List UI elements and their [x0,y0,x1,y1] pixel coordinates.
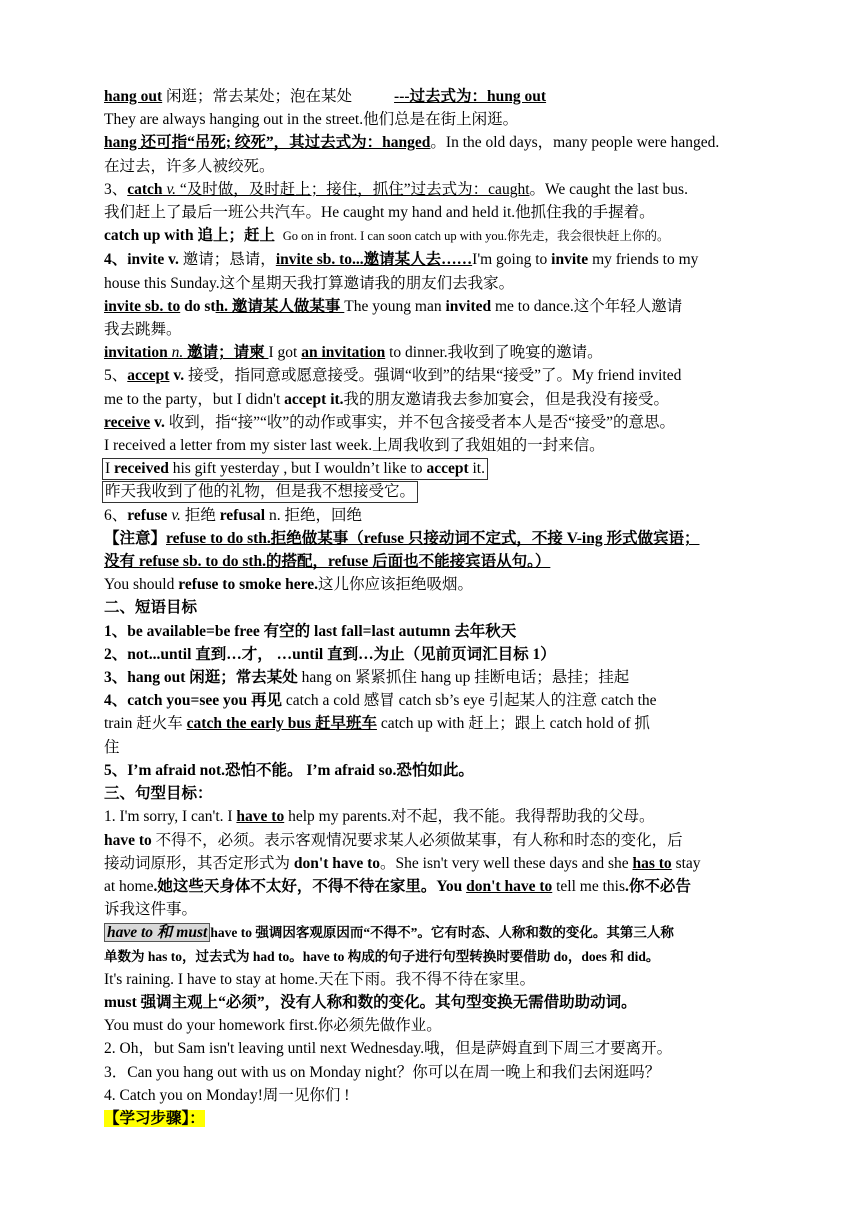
term: have to [104,831,152,849]
line-hang-out [104,85,759,108]
sentence-line: 诉我这件事。 [104,901,198,919]
text: it. [468,460,485,478]
term-refuse: refuse [127,506,168,524]
text: 这儿你应该拒绝吸烟。 [318,576,474,594]
number: 3、 [104,180,128,198]
text: 邀请；恳请， [178,251,276,269]
term-refusal: refusal [219,506,266,524]
phrase-line [104,666,759,689]
phrase-line [104,712,759,735]
term: accept it. [284,390,344,408]
term-catch: catch [127,180,163,198]
term-invite-sb-to: invite sb. to...邀请某人去…… [275,251,473,269]
text: 不得不，必须。表示客观情况要求某人必须做某事，有人称和时态的变化，后 [151,831,683,849]
sentence-line: must 强调主观上“必须”，没有人称和数的变化。其句型变换无需借助助动词。 [104,993,637,1011]
line-accept [104,364,759,387]
pos: n. [167,344,184,362]
text: hang on 紧紧抓住 hang up 挂断电话；悬挂；挂起 [297,669,630,687]
document-body [104,85,759,1130]
example-line: 我们赶上了最后一班公共汽车。He caught my hand and held it.他抓住我的手握着。 [104,204,655,222]
text: I got [268,344,302,362]
boxed-example [104,457,759,480]
term-hang-out: hang out [104,88,163,105]
term: 4、catch you=see you 再见 [104,692,283,710]
section-heading: 二、短语目标 [104,599,198,617]
pos: v. [167,506,181,524]
text: n. 拒绝，回绝 [265,506,362,524]
term-hanged: hang 还可指“吊死; 绞死”，其过去式为：hanged [104,134,431,152]
term-invitation: invitation [104,344,168,362]
text: 拒绝 [180,506,220,524]
highlight-box: have to 和 must [104,923,210,942]
text: train 赶火车 [104,715,187,733]
term: 3、hang out 闲逛；常去某处 [104,669,298,687]
sentence-line: It's raining. I have to stay at home.天在下雨。我不得不待在家里。 [104,970,536,988]
sentence-line: 单数为 has to，过去式为 had to。have to 构成的句子进行句型转换时要借助 do，does 和 did。 [104,948,660,964]
text: I [105,460,115,478]
text: 1. I'm sorry, I can't. I [104,808,237,826]
text: have to 强调因客观原因而“不得不”。它有时态、人称和数的变化。其第三人称 [210,925,674,941]
text: tell me this [552,877,625,895]
text: 。In the old days，many people were hanged. [430,134,720,152]
boxed-sentence [102,458,488,480]
note-line [104,527,759,550]
line-invite [104,248,759,271]
line-catch-up [104,224,759,248]
sentence-line [104,852,759,875]
number: 6、 [104,506,128,524]
text: my friends to my [588,251,699,269]
term: do st [180,297,216,315]
term: catch the early bus 赶早班车 [186,715,377,733]
line-refuse [104,504,759,527]
pos: v. [150,413,165,431]
boxed-sentence: 昨天我收到了他的礼物，但是我不想接受它。 [102,481,418,503]
sentence-line [104,829,759,852]
text: You should [104,576,179,594]
sentence-line [104,921,759,944]
text: 接动词原形，其否定形式为 [104,854,294,872]
sentence-line: You must do your homework first.你必须先做作业。 [104,1017,442,1035]
example-line: They are always hanging out in the street.他们总是在街上闲逛。 [104,111,519,129]
sentence-line: 3．Can you hang out with us on Monday night？你可以在周一晚上和我们去闲逛吗？ [104,1063,661,1081]
example: Go on in front. I can soon catch up with you.你先走，我会很快赶上你的。 [282,229,670,244]
example-line [104,388,759,411]
term: don't have to [466,877,553,895]
term: refuse to smoke here. [178,576,318,594]
phrase-line: 2、not...until 直到…才， …until 直到…为止（见前页词汇目标 1） [104,645,556,663]
text: his gift yesterday , but I wouldn’t like to [168,460,427,478]
phrase-line: 5、I’m afraid not.恐怕不能。 I’m afraid so.恐怕如此。 [104,761,474,779]
line-catch [104,178,759,201]
term: an invitation [301,344,386,362]
term: has to [632,854,672,872]
section-heading: 三、句型目标： [104,785,213,803]
note-line: 没有 refuse sb. to do sth.的搭配，refuse 后面也不能接宾语从句。） [104,553,551,571]
line-hanged [104,131,759,154]
sentence-line: 4. Catch you on Monday!周一见你们 ! [104,1086,350,1104]
sentence-line [104,805,759,828]
note-text: refuse to do sth.拒绝做某事（refuse 只接动词不定式，不接 V-ing 形式做宾语； [166,529,700,547]
term: accept [426,460,469,478]
line-receive [104,411,759,434]
definition: “及时做，及时赶上；接住，抓住”过去式为：caught [176,180,530,198]
text: 接受，指同意或愿意接受。强调“收到”的结果“接受”了。My friend invited [184,367,682,385]
text: me to dance.这个年轻人邀请 [491,297,683,315]
text: 。She isn't very well these days and she [380,854,633,872]
text: The young man [344,297,446,315]
term-invite: 4、invite v. [104,251,179,269]
past-tense-label: ---过去式为： [394,88,488,105]
text: .你不必告 [625,877,691,895]
pos: v. [162,180,177,198]
term: received [114,460,169,478]
note-label: 【注意】 [104,529,167,547]
phrase-line: 1、be available=be free 有空的 last fall=last autumn 去年秋天 [104,622,517,640]
highlighted-heading: 【学习步骤】： [104,1109,205,1127]
translation-line: 在过去，许多人被绞死。 [104,157,275,175]
line-invite-do [104,295,759,318]
text: stay [671,854,701,872]
line-invitation [104,341,759,364]
term: have to [236,808,285,826]
example-line [104,573,759,596]
sentence-line: 2. Oh，but Sam isn't leaving until next Wednesday.哦，但是萨姆直到下周三才要离开。 [104,1040,673,1058]
boxed-translation [104,480,759,503]
text: .她这些天身体不太好，不得不待在家里。You [153,877,467,895]
text: 收到，指“接”“收”的动作或事实，并不包含接受者本人是否“接受”的意思。 [164,413,675,431]
text: at home [104,877,154,895]
text: me to the party，but I didn't [104,390,285,408]
text: I'm going to [472,251,552,269]
term: invited [445,297,492,315]
text: 。We caught the last bus. [529,180,688,198]
number: 5、 [104,367,128,385]
example-line: house this Sunday.这个星期天我打算邀请我的朋友们去我家。 [104,274,515,292]
phrase-line: 住 [104,738,120,756]
text: 我的朋友邀请我去参加宴会，但是我没有接受。 [343,390,670,408]
translation-line: 我去跳舞。 [104,321,182,339]
text: to dinner.我收到了晚宴的邀请。 [385,344,603,362]
text: help my parents.对不起，我不能。我得帮助我的父母。 [284,808,655,826]
definition: 邀请；请柬 [183,344,269,362]
example-line: I received a letter from my sister last week.上周我收到了我姐姐的一封来信。 [104,437,605,455]
term: h. 邀请某人做某事 [215,297,345,315]
term-catch-up-with: catch up with 追上；赶上 [104,227,275,245]
term-accept: accept [127,367,170,385]
sentence-line [104,875,759,898]
phrase-line [104,689,759,712]
term-hung-out: hung out [487,88,547,105]
term-receive: receive [104,413,151,431]
term: don't have to [293,854,381,872]
text: catch up with 赶上；跟上 catch hold of 抓 [376,715,650,733]
term: invite sb. to [104,297,181,315]
term: invite [551,251,589,269]
text: 闲逛；常去某处；泡在某处 [162,88,353,105]
pos: v. [169,367,185,385]
study-steps-heading [104,1107,759,1130]
text: catch a cold 感冒 catch sb’s eye 引起某人的注意 catch the [282,692,657,710]
